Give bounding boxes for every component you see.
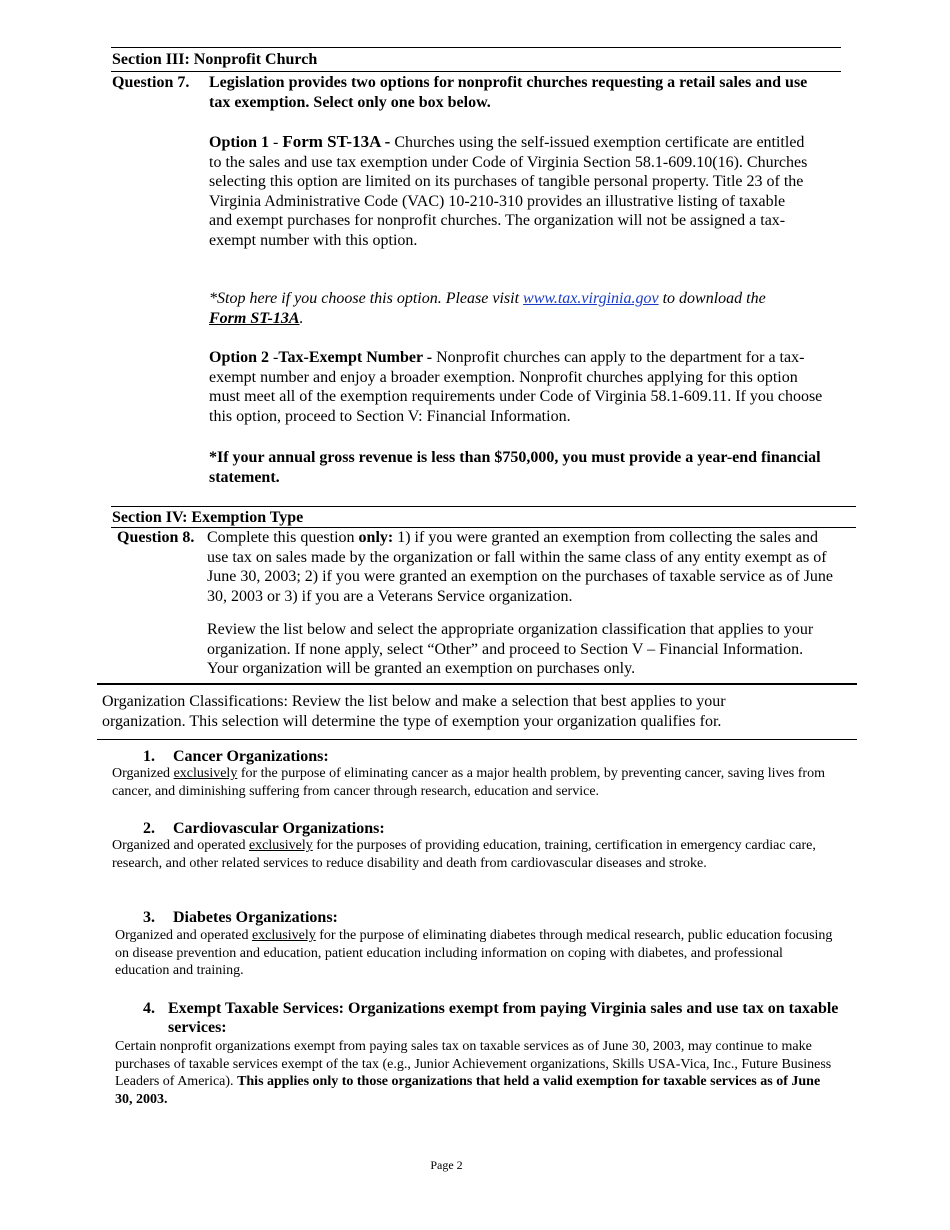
item-text: Organized [112, 766, 174, 781]
item-title: Exempt Taxable Services: Organizations exempt from paying Virginia sales and use tax on taxable services: [168, 1000, 839, 1036]
item-emphasis: exclusively [251, 928, 316, 943]
item-text: for the purpose of eliminating cancer as a major health problem, by preventing cancer, saving lives from cancer, and diminishing suffering from cancer through research, education and service. [112, 766, 825, 799]
option-2-dash: - [269, 349, 279, 366]
stop-note-text-2: to download the [658, 290, 766, 307]
option-1-text: Churches using the self-issued exemption certificate are entitled to the sales and use tax exemption under Code of Virginia Section 58.1-609.10(16). Churches selecting this option are limited on its purchases of tangible personal property. Title 23 of the Virginia Administrative Code (VAC) 10-210-310 provides an illustrative listing of taxable and exempt purchases for nonprofit churches. The organization will not be assigned a tax- exempt number with this option. [209, 134, 808, 249]
option-1-paragraph [209, 132, 809, 250]
option-2-text: Nonprofit churches can apply to the department for a tax-exempt number and enjoy a broader exemption. Nonprofit churches applying for this option must meet all of the exemption requirements under Code of Virginia 58.1-609.11. If you choose this option, proceed to Section V: Financial Information. [209, 349, 823, 425]
item-bold-note: This applies only to those organizations that held a valid exemption for taxable services as of June 30, 2003. [115, 1074, 821, 1107]
section-divider [111, 47, 841, 48]
item-number: 3. [143, 909, 155, 926]
item-3-heading [143, 908, 338, 927]
item-emphasis: exclusively [248, 838, 313, 853]
question-8-text [207, 528, 837, 606]
option-2-paragraph [209, 348, 824, 426]
item-1-heading [143, 747, 329, 766]
item-number: 1. [143, 748, 155, 765]
item-3-description [115, 927, 835, 980]
item-2-heading [143, 819, 385, 838]
section-4-title: Section IV: Exemption Type [112, 509, 304, 526]
item-text: Certain nonprofit organizations exempt from paying sales tax on taxable services as of June 30, 2003, may continue to make purchases of taxable services exempt of the tax (e.g., Junior Achievement organizations, Skills USA-Vica, Inc., Future Business Leaders of America). [115, 1039, 832, 1089]
page-number: Page 2 [430, 1158, 463, 1172]
option-1-form-name: Form ST-13A - [282, 132, 391, 151]
item-emphasis: exclusively [173, 766, 238, 781]
section-divider [111, 71, 841, 72]
question-7-text: Legislation provides two options for nonprofit churches requesting a retail sales and use tax exemption. Select only one box below. [209, 74, 808, 111]
stop-note [209, 289, 769, 328]
tax-website-link[interactable]: www.tax.virginia.gov [523, 290, 659, 307]
item-text: Organized and operated [112, 838, 249, 853]
section-3-title: Section III: Nonprofit Church [112, 51, 318, 68]
item-number: 4. [143, 1000, 155, 1017]
revenue-note: *If your annual gross revenue is less than $750,000, you must provide a year-end financial statement. [209, 449, 821, 486]
item-title: Diabetes Organizations: [173, 909, 338, 926]
item-number: 2. [143, 820, 155, 837]
item-text: Organized and operated [115, 928, 252, 943]
classifications-top-rule [97, 683, 857, 685]
item-4-heading [143, 999, 843, 1037]
item-text: for the purpose of eliminating diabetes through medical research, public education focusing on disease prevention and education, patient education including information on coping with diabetes, and professional education and training. [115, 928, 833, 978]
question-8-label: Question 8. [117, 529, 195, 546]
section-divider [111, 506, 856, 507]
item-2-description [112, 837, 832, 872]
review-paragraph: Review the list below and select the appropriate organization classification that applies to your organization. If none apply, select “Other” and proceed to Section V – Financial Information. Your organization will be granted an exemption on purchases only. [207, 621, 814, 677]
item-4-description [115, 1038, 835, 1108]
classifications-intro: Organization Classifications: Review the list below and make a selection that best applies to your organization. This selection will determine the type of exemption your organization qualifies for. [102, 693, 726, 730]
form-st13a-ref: Form ST-13A [209, 309, 300, 327]
question-7-label: Question 7. [112, 74, 190, 91]
option-2-label: Option 2 [209, 349, 270, 366]
stop-note-text: *Stop here if you choose this option. Please visit [209, 290, 524, 307]
item-text: for the purposes of providing education, training, certification in emergency cardiac care, research, and other related services to reduce disability and death from cardiovascular diseases and stroke. [112, 838, 816, 871]
option-1-dash: - [269, 134, 283, 151]
q8-text: 1) if you were granted an exemption from collecting the sales and use tax on sales made by the organization or fall within the same class of any entity exempt as of June 30, 2003; 2) if you were granted an exemption on the purchases of taxable service as of June 30, 2003 or 3) if you are a Veterans Service organization. [207, 529, 834, 605]
item-title: Cardiovascular Organizations: [173, 820, 385, 837]
q8-pre: Complete this question [207, 529, 359, 546]
q8-only: only: [358, 529, 394, 546]
item-1-description [112, 765, 832, 800]
classifications-bottom-rule [97, 739, 857, 740]
option-2-head: Tax-Exempt Number - [278, 349, 433, 366]
item-title: Cancer Organizations: [173, 748, 329, 765]
stop-note-end: . [299, 309, 304, 327]
option-1-label: Option 1 [209, 134, 270, 151]
